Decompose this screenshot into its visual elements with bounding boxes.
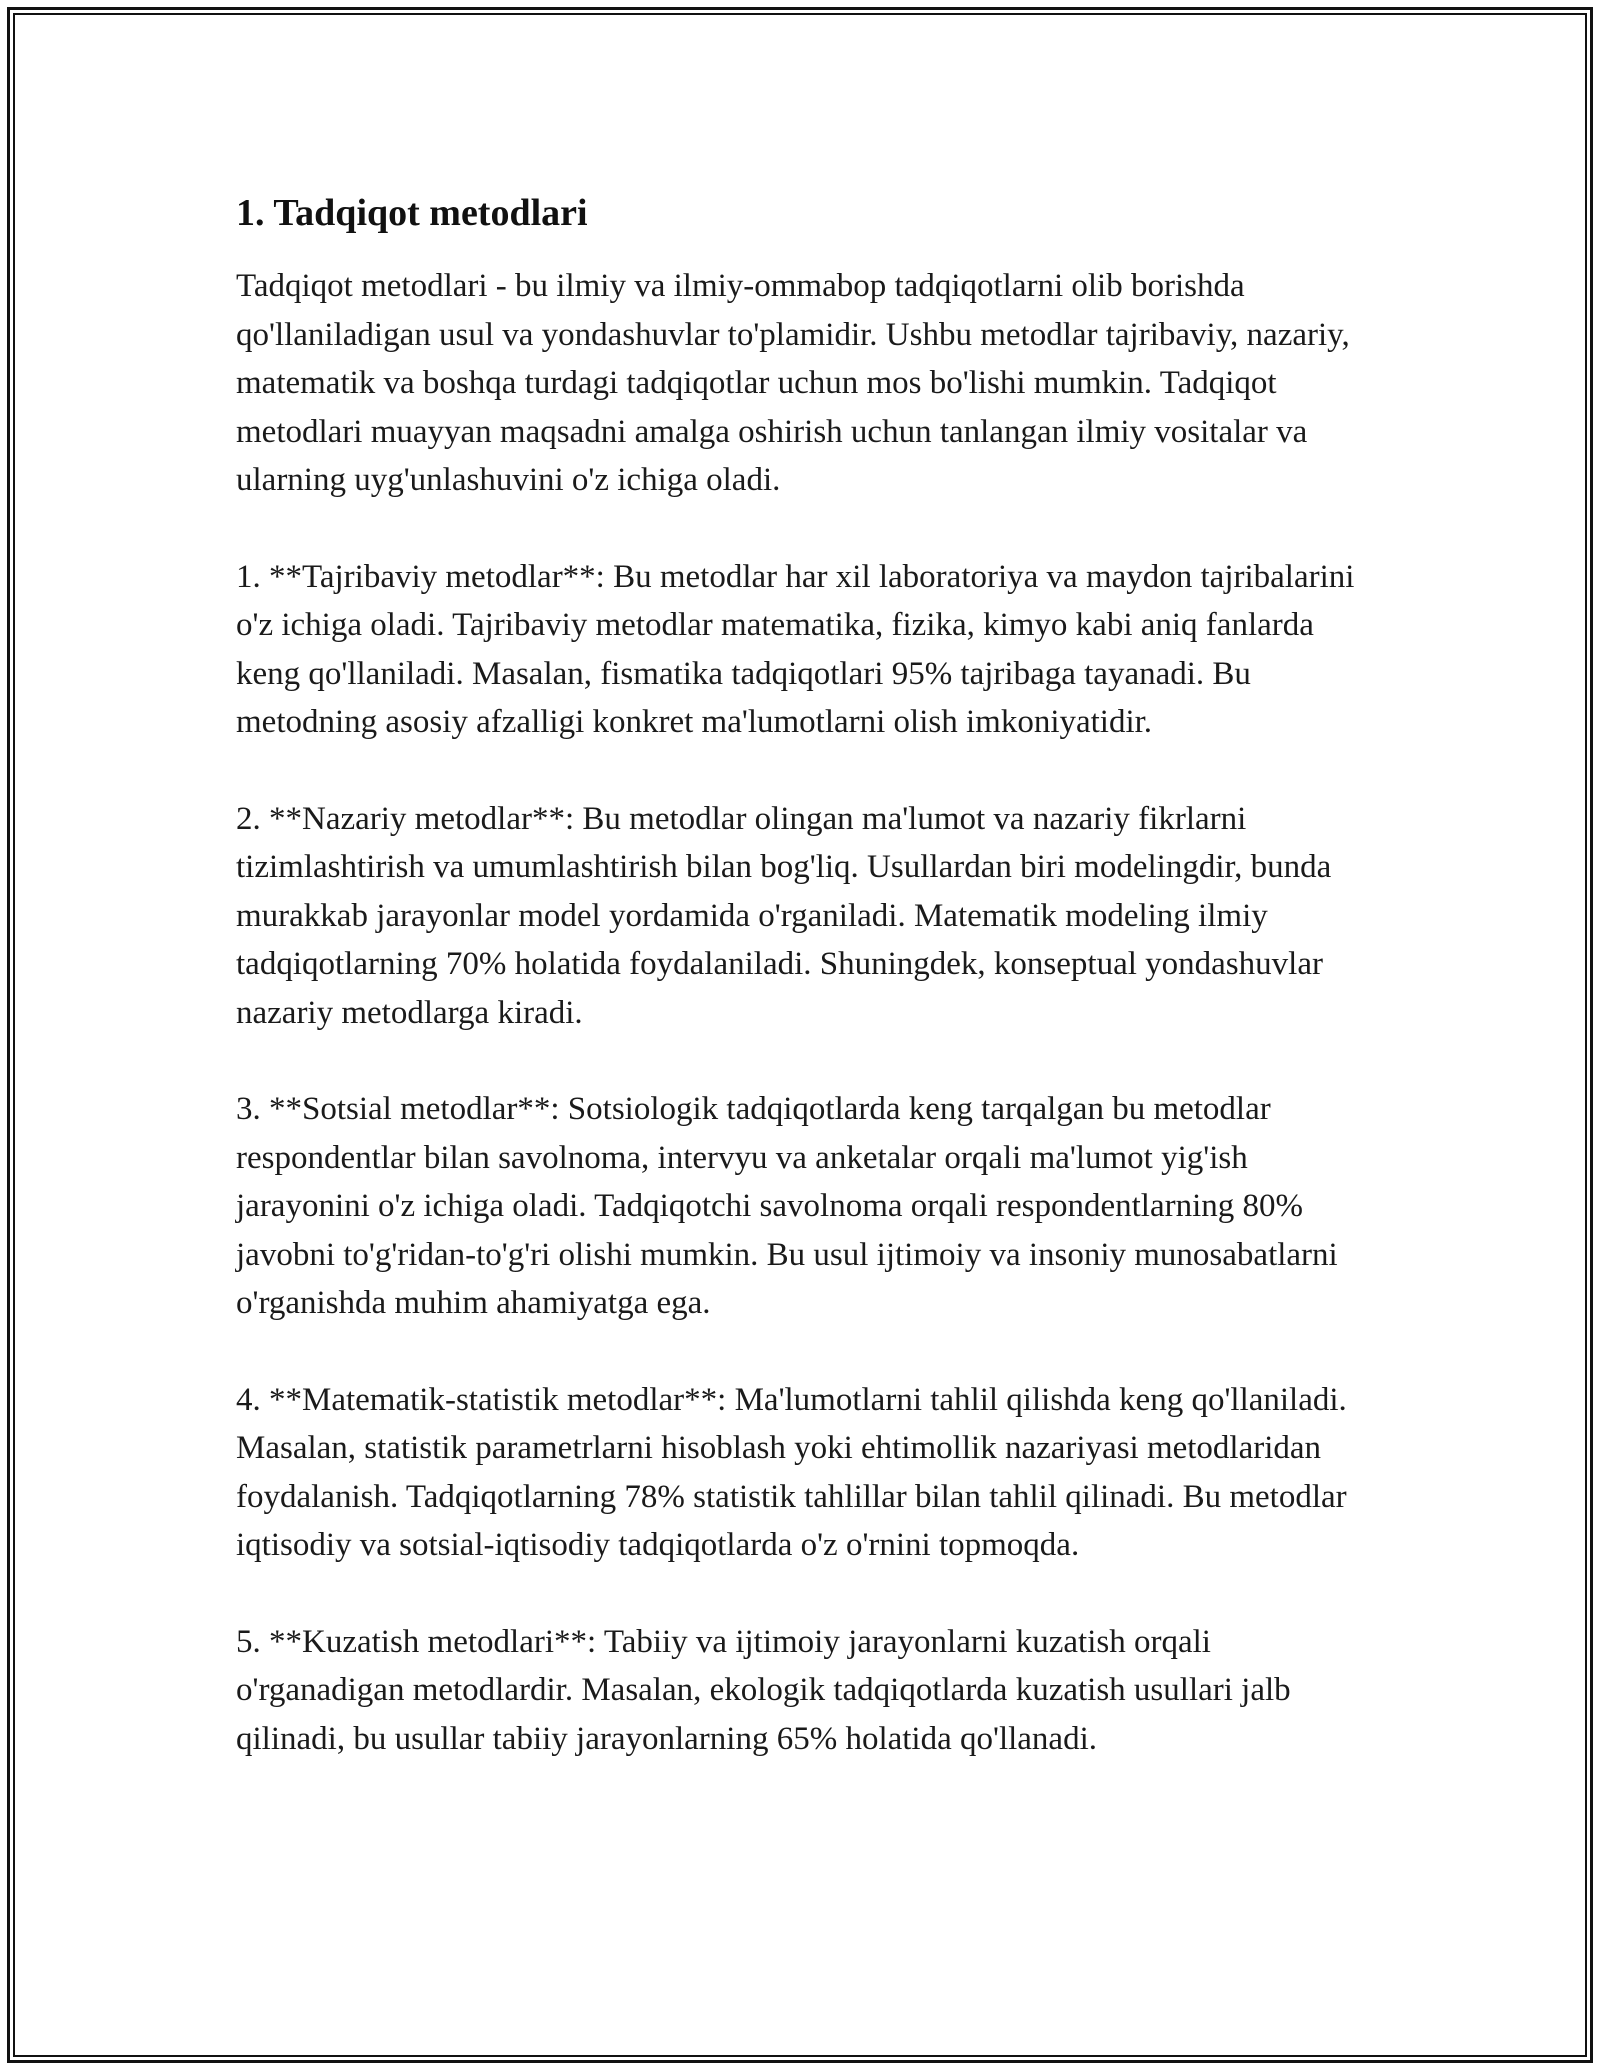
section-heading: 1. Tadqiqot metodlari (236, 192, 588, 234)
list-item-experimental-methods: 1. **Tajribaviy metodlar**: Bu metodlar har xil laboratoriya va maydon tajribalarini o'z ichiga oladi. Tajribaviy metodlar matematika, fizika, kimyo kabi aniq fanlarda keng qo'llaniladi. Masalan, fismatika tadqiqotlari 95% tajribaga tayanadi. Bu metodning asosiy afzalligi konkret ma'lumotlarni olish imkoniyatidir. (236, 558, 1355, 740)
intro-paragraph: Tadqiqot metodlari - bu ilmiy va ilmiy-ommabop tadqiqotlarni olib borishda qo'llaniladigan usul va yondashuvlar to'plamidir. Ushbu metodlar tajribaviy, nazariy, matematik va boshqa turdagi tadqiqotlar uchun mos bo'lishi mumkin. Tadqiqot metodlari muayyan maqsadni amalga oshirish uchun tanlangan ilmiy vositalar va ularning uyg'unlashuvini o'z ichiga oladi. (236, 268, 1350, 498)
list-item-observation-methods: 5. **Kuzatish metodlari**: Tabiiy va ijtimoiy jarayonlarni kuzatish orqali o'rganadigan metodlardir. Masalan, ekologik tadqiqotlarda kuzatish usullari jalb qilinadi, bu usullar tabiiy jarayonlarning 65% holatida qo'llanadi. (236, 1623, 1291, 1757)
list-item-statistical-methods: 4. **Matematik-statistik metodlar**: Ma'lumotlarni tahlil qilishda keng qo'llaniladi. Masalan, statistik parametrlarni hisoblash yoki ehtimollik nazariyasi metodlaridan foydalanish. Tadqiqotlarning 78% statistik tahlillar bilan tahlil qilinadi. Bu metodlar iqtisodiy va sotsial-iqtisodiy tadqiqotlarda o'z o'rnini topmoqda. (236, 1381, 1347, 1563)
list-item-social-methods: 3. **Sotsial metodlar**: Sotsiologik tadqiqotlarda keng tarqalgan bu metodlar respondentlar bilan savolnoma, intervyu va anketalar orqali ma'lumot yig'ish jarayonini o'z ichiga oladi. Tadqiqotchi savolnoma orqali respondentlarning 80% javobni to'g'ridan-to'g'ri olishi mumkin. Bu usul ijtimoiy va insoniy munosabatlarni o'rganishda muhim ahamiyatga ega. (236, 1091, 1338, 1321)
document-body (236, 186, 1376, 1763)
list-item-theoretical-methods: 2. **Nazariy metodlar**: Bu metodlar olingan ma'lumot va nazariy fikrlarni tizimlashtirish va umumlashtirish bilan bog'liq. Usullardan biri modelingdir, bunda murakkab jarayonlar model yordamida o'rganiladi. Matematik modeling ilmiy tadqiqotlarning 70% holatida foydalaniladi. Shuningdek, konseptual yondashuvlar nazariy metodlarga kiradi. (236, 800, 1332, 1031)
